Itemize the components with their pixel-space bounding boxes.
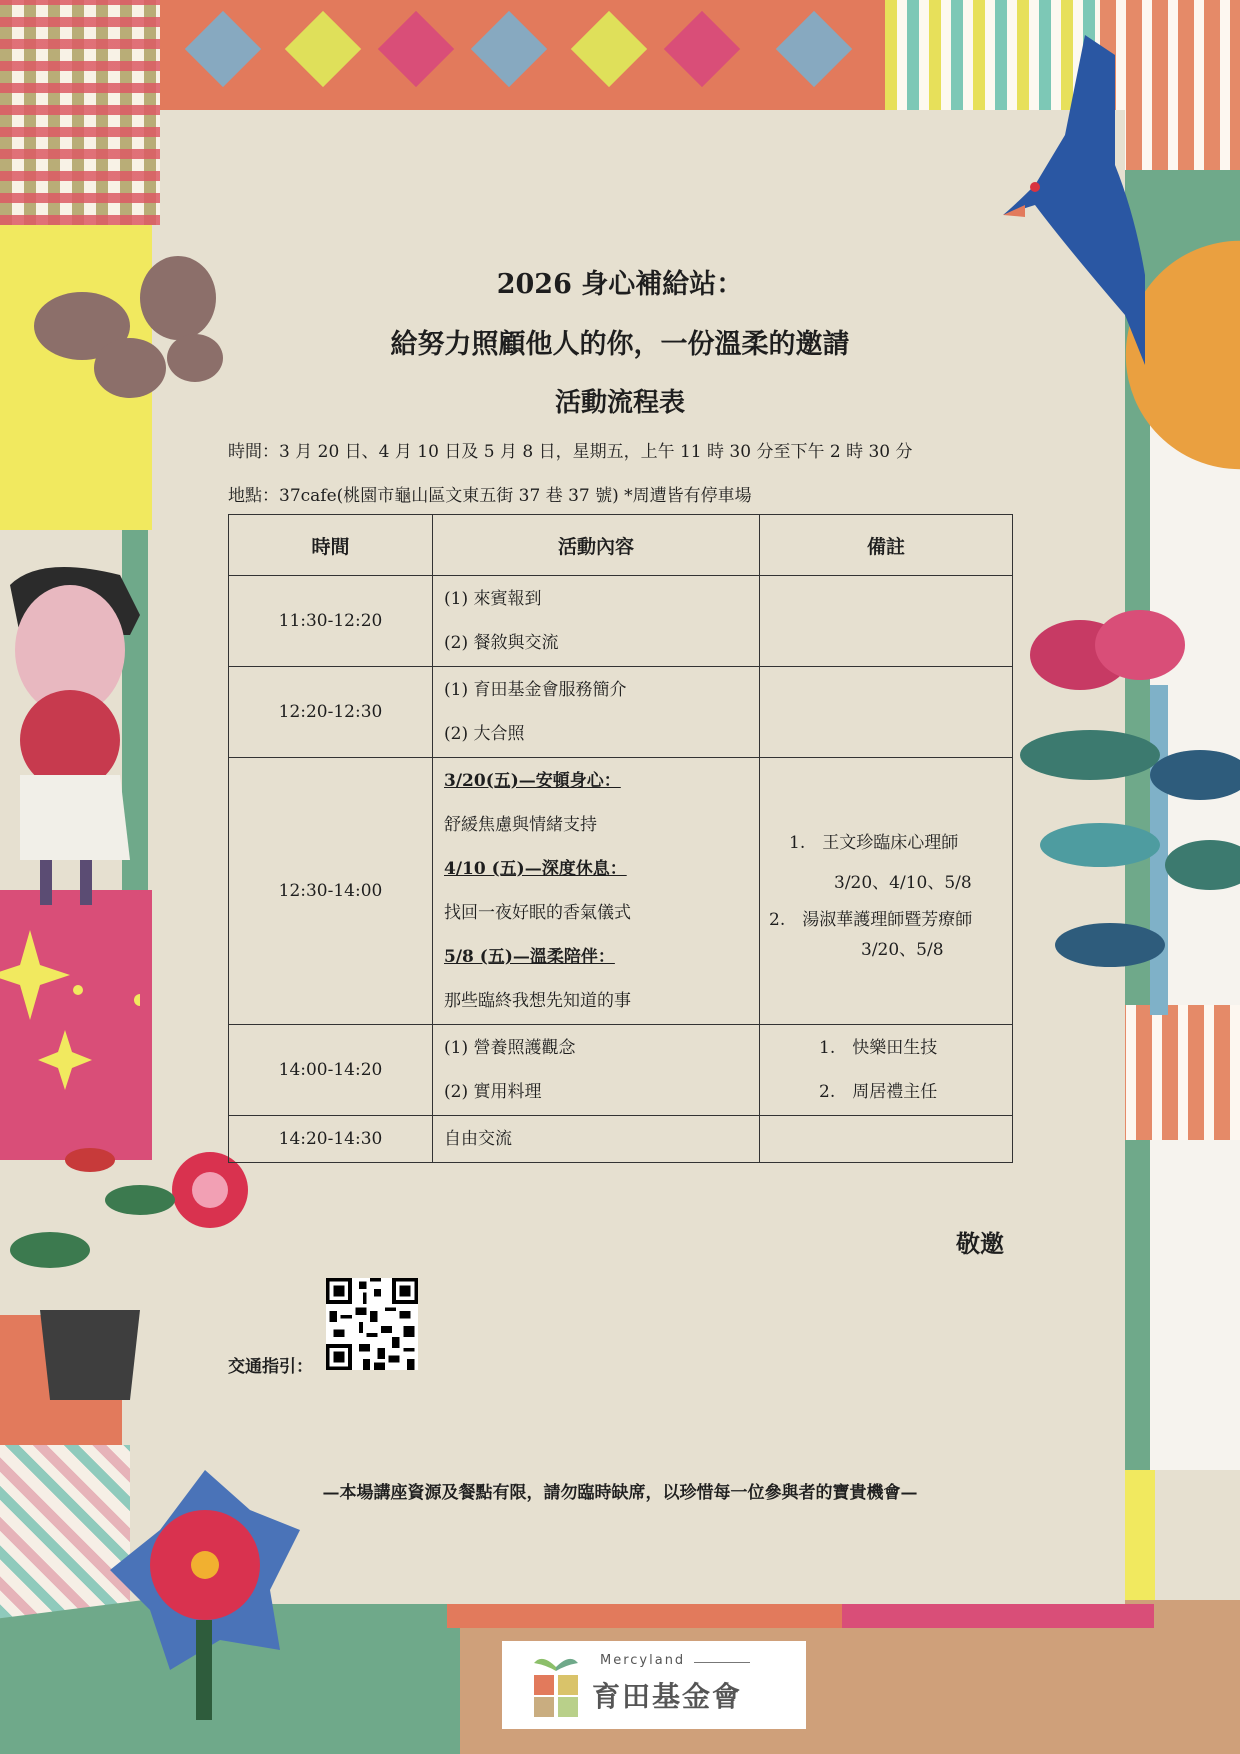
potted-plant-icon (0, 1110, 250, 1400)
red-flower-icon (110, 1470, 300, 1720)
speaker-name: 2. 湯淑華護理師暨芳療師 (769, 910, 973, 930)
row-time: 14:20-14:30 (229, 1116, 433, 1163)
schedule-heading: 活動流程表 (554, 388, 685, 418)
row-notes (760, 1025, 1013, 1116)
row-time: 14:00-14:20 (229, 1025, 433, 1116)
session-topic: 那些臨終我想先知道的事 (444, 991, 631, 1011)
bird-icon (995, 15, 1175, 375)
transport-label: 交通指引： (228, 1357, 313, 1377)
header-notes: 備註 (760, 515, 1013, 576)
row-content (433, 1025, 760, 1116)
row-notes (760, 576, 1013, 667)
session-topic: 找回一夜好眠的香氣儀式 (444, 903, 631, 923)
mercyland-logo (502, 1641, 806, 1729)
orange-bar-bottom (447, 1604, 842, 1628)
person-icon (0, 555, 140, 905)
speaker-dates: 3/20、5/8 (861, 940, 944, 960)
row-content (433, 576, 760, 667)
pink-bar-bottom (842, 1604, 1154, 1628)
content-line: (1) 育田基金會服務簡介 (444, 680, 627, 700)
schedule-table (228, 514, 1013, 1163)
event-title: 2026 身心補給站： (496, 269, 744, 300)
event-subtitle: 給努力照顧他人的你，一份溫柔的邀請 (390, 329, 850, 360)
speaker-name: 1. 王文珍臨床心理師 (789, 833, 959, 853)
row-time: 12:20-12:30 (229, 667, 433, 758)
sparkle-icon (0, 930, 140, 1090)
sprout-logo-icon (530, 1653, 582, 1719)
table-row (229, 576, 1013, 667)
table-row (229, 1025, 1013, 1116)
table-row (229, 1116, 1013, 1163)
content-line: (1) 來賓報到 (444, 589, 542, 609)
logo-english: Mercyland (600, 1653, 686, 1668)
content-line: 自由交流 (444, 1129, 512, 1149)
speaker-dates: 3/20、4/10、5/8 (834, 873, 972, 893)
attendance-notice: —本場講座資源及餐點有限，請勿臨時缺席，以珍惜每一位參與者的寶貴機會— (322, 1483, 918, 1503)
row-notes (760, 667, 1013, 758)
logo-divider (694, 1662, 750, 1663)
header-content: 活動內容 (433, 515, 760, 576)
qr-code-icon[interactable] (326, 1278, 418, 1370)
table-header-row (229, 515, 1013, 576)
row-time: 12:30-14:00 (229, 758, 433, 1025)
header-time: 時間 (229, 515, 433, 576)
checkered-paper-top-left (0, 0, 160, 225)
row-content (433, 1116, 760, 1163)
content-line: (2) 實用料理 (444, 1082, 542, 1102)
row-time: 11:30-12:20 (229, 576, 433, 667)
event-location: 地點：37cafe(桃園市龜山區文東五街 37 巷 37 號) *周遭皆有停車場 (228, 486, 752, 506)
table-row (229, 667, 1013, 758)
session-topic: 舒緩焦慮與情緒支持 (444, 815, 597, 835)
row-content (433, 758, 760, 1025)
note-line: 1. 快樂田生技 (819, 1038, 938, 1058)
flower-plant-right-icon (1000, 605, 1240, 1025)
closing-greeting: 敬邀 (956, 1229, 1004, 1258)
table-row (229, 758, 1013, 1025)
content-line: (2) 餐敘與交流 (444, 633, 559, 653)
note-line: 2. 周居禮主任 (819, 1082, 938, 1102)
row-notes (760, 758, 1013, 1025)
session-title: 4/10 (五)—深度休息： (444, 859, 627, 879)
logo-chinese: 育田基金會 (592, 1680, 743, 1713)
content-line: (2) 大合照 (444, 724, 525, 744)
row-notes (760, 1116, 1013, 1163)
row-content (433, 667, 760, 758)
event-time: 時間：3 月 20 日、4 月 10 日及 5 月 8 日，星期五，上午 11 時 30 分至下午 2 時 30 分 (228, 442, 913, 462)
content-line: (1) 營養照護觀念 (444, 1038, 576, 1058)
session-title: 5/8 (五)—溫柔陪伴： (444, 947, 615, 967)
session-title: 3/20(五)—安頓身心： (444, 771, 621, 791)
